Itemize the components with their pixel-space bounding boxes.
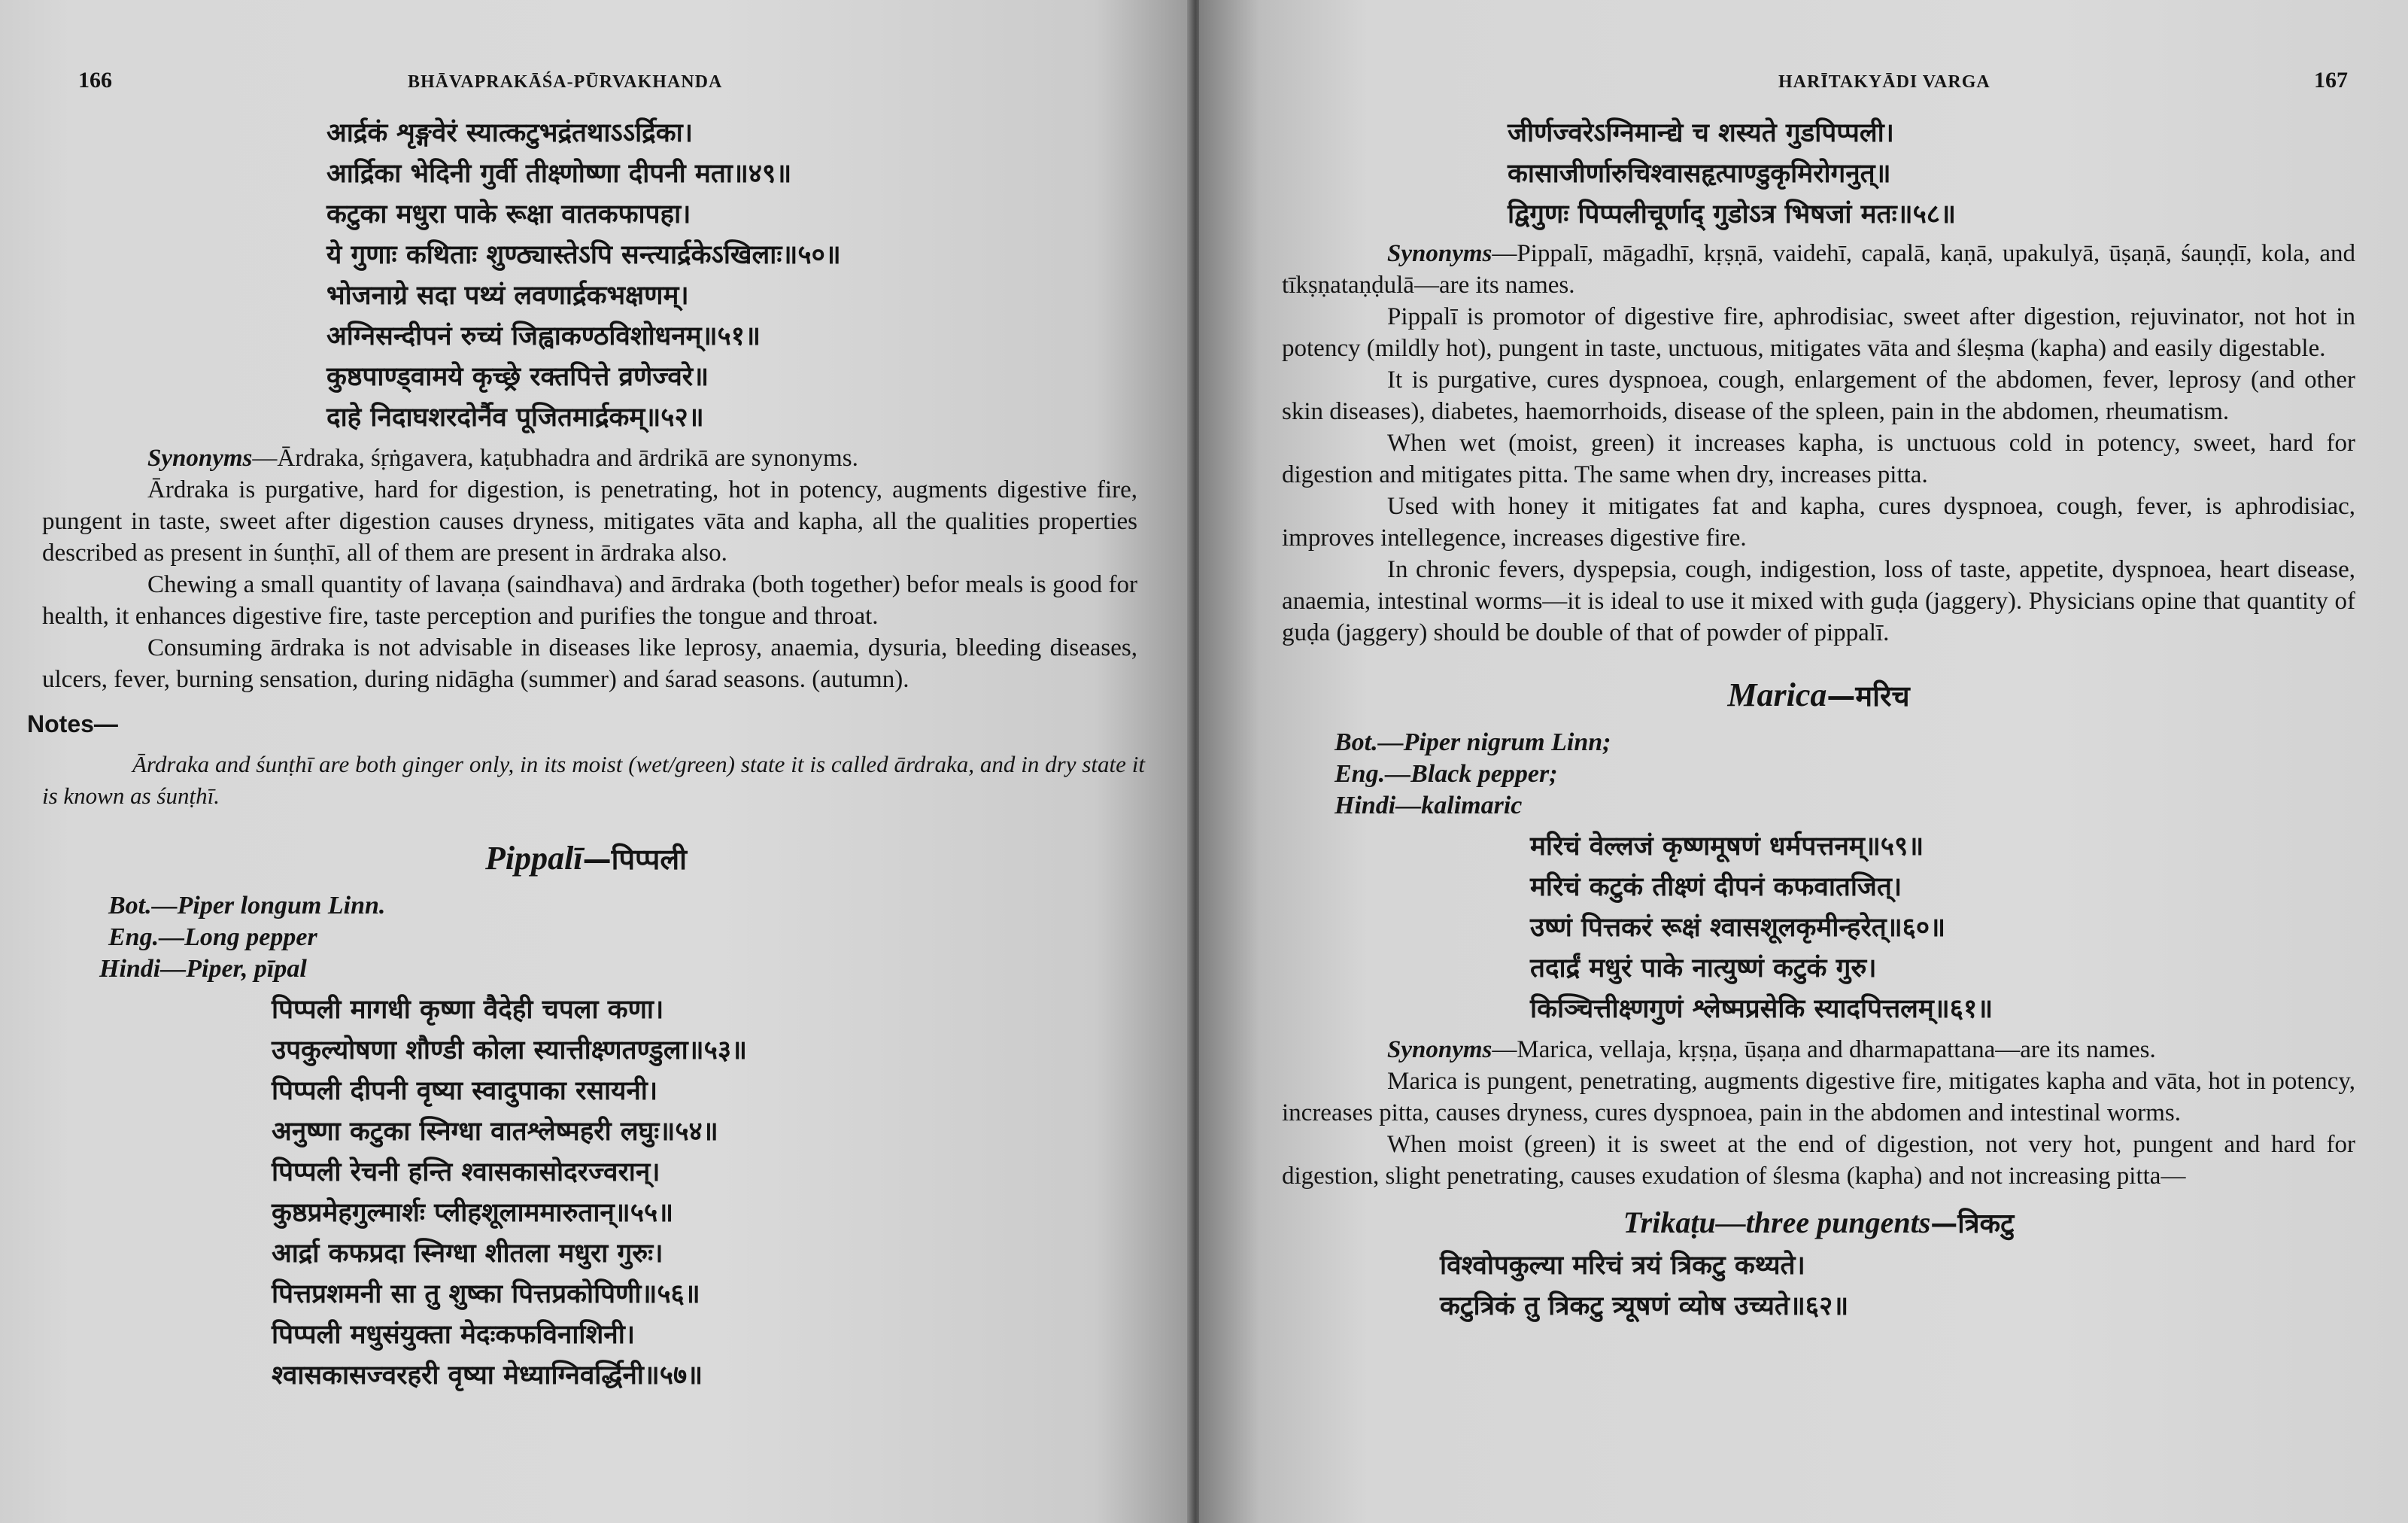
ardraka-paragraph-1: Ārdraka is purgative, hard for digestion, is penetrating, hot in potency, augments digestive fire, pungent in taste, sweet after digestion causes dryness, mitigates vāta and kapha, all the qualities properties described as present in śunṭhī, all of them are present in ārdraka also. <box>42 476 1137 567</box>
verse-line: द्विगुणः पिप्पलीचूर्णाद् गुडोऽत्र भिषजां मतः॥५८॥ <box>1508 199 1956 230</box>
verse-line: उपकुल्योषणा शौण्डी कोला स्यात्तीक्ष्णतण्डुला॥५३॥ <box>272 1035 748 1065</box>
verse-line: दाहे निदाघशरदोर्नैव पूजितमार्द्रकम्॥५२॥ <box>326 403 704 433</box>
notes-text: Ārdraka and śunṭhī are both ginger only, in its moist (wet/green) state it is called ārdraka, and in dry state it is known as śunṭhī. <box>42 751 1145 809</box>
marica-botanical-name: Bot.—Piper nigrum Linn; <box>1335 728 1611 756</box>
right-running-title: HARĪTAKYĀDI VARGA <box>1778 72 1990 92</box>
verse-line: कुष्ठप्रमेहगुल्मार्शः प्लीहशूलाममारुतान्॥५५॥ <box>272 1198 674 1228</box>
synonyms-label: Synonyms <box>1387 240 1492 267</box>
pippali-botanical-name: Bot.—Piper longum Linn. <box>108 892 386 920</box>
left-page-number: 166 <box>78 68 112 93</box>
right-page-number: 167 <box>2314 68 2348 93</box>
ardraka-paragraph-3: Consuming ārdraka is not advisable in diseases like leprosy, anaemia, dysuria, bleeding diseases, ulcers, fever, burning sensation, during nidāgha (summer) and śarad seasons. (autumn). <box>42 634 1137 693</box>
synonyms-label: Synonyms <box>1387 1036 1492 1063</box>
verse-line: आर्द्रिका भेदिनी गुर्वी तीक्ष्णोष्णा दीपनी मता॥४९॥ <box>326 159 792 189</box>
verse-line: तदार्द्रं मधुरं पाके नात्युष्णं कटुकं गुरु। <box>1530 953 1877 983</box>
left-running-title: BHĀVAPRAKĀŚA-PŪRVAKHANDA <box>408 72 723 92</box>
marica-title-devanagari: —मरिच <box>1826 679 1910 713</box>
verse-line: किञ्चित्तीक्ष्णगुणं श्लेष्मप्रसेकि स्यादपित्तलम्॥६१॥ <box>1530 994 1994 1024</box>
verse-line: कासाजीर्णारुचिश्वासहृत्पाण्डुकृमिरोगनुत्॥ <box>1508 159 1891 189</box>
verse-line: भोजनाग्रे सदा पथ्यं लवणार्द्रकभक्षणम्। <box>326 281 689 311</box>
verse-line: अनुष्णा कटुका स्निग्धा वातश्लेष्महरी लघुः॥५४॥ <box>272 1117 718 1147</box>
marica-section-title <box>1282 676 2355 715</box>
pippali-paragraph-4: Used with honey it mitigates fat and kapha, cures dyspnoea, cough, fever, is aphrodisiac, improves intellegence, increases digestive fire. <box>1282 493 2355 552</box>
verse-line: कटुका मधुरा पाके रूक्षा वातकफापहा। <box>326 199 691 230</box>
right-page <box>1199 0 2408 1523</box>
pippali-english-name: Eng.—Long pepper <box>108 923 317 951</box>
pippali-verses <box>27 989 1145 1396</box>
left-running-head <box>27 68 1145 113</box>
marica-english-name: Eng.—Black pepper; <box>1335 760 1558 788</box>
verse-line: कुष्ठपाण्ड्वामये कृच्छ्रे रक्तपित्ते व्रणेज्वरे॥ <box>326 362 709 392</box>
pippali-paragraph-2: It is purgative, cures dyspnoea, cough, enlargement of the abdomen, fever, leprosy (and other skin diseases), diabetes, haemorrhoids, disease of the spleen, pain in the abdomen, rheumatism. <box>1282 366 2355 425</box>
trikatu-verses <box>1282 1245 2355 1327</box>
ardraka-synonyms <box>27 442 1145 474</box>
pippali-title: Pippalī <box>485 840 583 877</box>
left-page <box>0 0 1190 1523</box>
pippali-paragraph-3: When wet (moist, green) it increases kapha, is unctuous cold in potency, sweet, hard for digestion and mitigates pitta. The same when dry, increases pitta. <box>1282 430 2355 488</box>
verse-line: उष्णं पित्तकरं रूक्षं श्वासशूलकृमीन्हरेत्॥६०॥ <box>1530 913 1946 943</box>
verse-line: पिप्पली मधुसंयुक्ता मेदःकफविनाशिनी। <box>272 1320 636 1350</box>
verse-line: जीर्णज्वरेऽग्निमान्द्ये च शस्यते गुडपिप्पली। <box>1508 118 1894 148</box>
right-running-head <box>1282 68 2355 113</box>
notes-heading: Notes— <box>27 710 118 737</box>
ardraka-verses <box>27 113 1145 438</box>
verse-line: ये गुणाः कथिताः शुण्ठ्यास्तेऽपि सन्त्यार्द्रकेऽखिलाः॥५०॥ <box>326 240 841 270</box>
pippali-paragraph-1: Pippalī is promotor of digestive fire, aphrodisiac, sweet after digestion, rejuvinator, not hot in potency (mildly hot), pungent in taste, unctuous, mitigates vāta and śleṣma (kapha) and easily digestable. <box>1282 303 2355 362</box>
trikatu-title: Trikaṭu—three pungents <box>1623 1205 1931 1239</box>
verse-line: आर्द्रकं शृङ्गवेरं स्यात्कटुभद्रंतथाऽऽर्द्रिका। <box>326 118 693 148</box>
verse-line: पिप्पली मागधी कृष्णा वैदेही चपला कणा। <box>272 995 664 1025</box>
verse-line: विश्वोपकुल्या मरिचं त्रयं त्रिकटु कथ्यते। <box>1440 1251 1805 1281</box>
verse-line: आर्द्रा कफप्रदा स्निग्धा शीतला मधुरा गुरुः। <box>272 1239 663 1269</box>
verse-line: मरिचं कटुकं तीक्ष्णं दीपनं कफवातजित्। <box>1530 872 1902 902</box>
pippali-title-devanagari: —पिप्पली <box>582 843 687 876</box>
marica-paragraph-1: Marica is pungent, penetrating, augments digestive fire, mitigates kapha and vāta, hot in potency, increases pitta, causes dryness, cures dyspnoea, pain in the abdomen and intestinal worms. <box>1282 1068 2355 1126</box>
pippali-hindi-name: Hindi—Piper, pīpal <box>99 955 307 983</box>
verse-line: पित्तप्रशमनी सा तु शुष्का पित्तप्रकोपिणी॥५६॥ <box>272 1279 700 1309</box>
trikatu-section-title <box>1282 1204 2355 1241</box>
synonyms-text: —Ārdraka, śṛṅgavera, kaṭubhadra and ārdrikā are synonyms. <box>252 445 858 472</box>
marica-verses <box>1282 826 2355 1029</box>
pippali-section-title <box>27 839 1145 878</box>
synonyms-label: Synonyms <box>147 445 253 472</box>
ardraka-paragraph-2: Chewing a small quantity of lavaṇa (saindhava) and ārdraka (both together) befor meals is good for health, it enhances digestive fire, taste perception and purifies the tongue and throat. <box>42 571 1137 630</box>
verse-line: श्वासकासज्वरहरी वृष्या मेध्याग्निवर्द्धिनी॥५७॥ <box>272 1360 703 1391</box>
synonyms-text: —Pippalī, māgadhī, kṛṣṇā, vaidehī, capalā, kaṇā, upakulyā, ūṣaṇā, śauṇḍī, kola, and tīkṣṇataṇḍulā—are its names. <box>1282 240 2355 299</box>
trikatu-title-devanagari: —त्रिकटु <box>1930 1208 2015 1239</box>
marica-title: Marica <box>1727 676 1827 713</box>
verse-line: अग्निसन्दीपनं रुच्यं जिह्वाकण्ठविशोधनम्॥५१॥ <box>326 321 761 351</box>
gudapippali-verses <box>1282 113 2355 235</box>
verse-line: मरिचं वेल्लजं कृष्णमूषणं धर्मपत्तनम्॥५९॥ <box>1530 831 1924 862</box>
verse-line: कटुत्रिकं तु त्रिकटु त्र्यूषणं व्योष उच्यते॥६२॥ <box>1440 1291 1849 1321</box>
synonyms-text: —Marica, vellaja, kṛṣṇa, ūṣaṇa and dharmapattana—are its names. <box>1492 1036 2156 1063</box>
pippali-synonyms <box>1282 238 2355 301</box>
verse-line: पिप्पली दीपनी वृष्या स्वादुपाका रसायनी। <box>272 1076 658 1106</box>
marica-hindi-name: Hindi—kalimaric <box>1335 792 1523 819</box>
pippali-paragraph-5: In chronic fevers, dyspepsia, cough, indigestion, loss of taste, appetite, dyspnoea, heart disease, anaemia, intestinal worms—it is ideal to use it mixed with guḍa (jaggery). Physicians opine that quantity of guḍa (jaggery) should be double of that of powder of pippalī. <box>1282 556 2355 646</box>
marica-paragraph-2: When moist (green) it is sweet at the end of digestion, not very hot, pungent and hard for digestion, slight penetrating, causes exudation of ślesma (kapha) and not increasing pitta— <box>1282 1131 2355 1190</box>
verse-line: पिप्पली रेचनी हन्ति श्वासकासोदरज्वरान्। <box>272 1157 660 1187</box>
marica-synonyms <box>1282 1034 2355 1065</box>
